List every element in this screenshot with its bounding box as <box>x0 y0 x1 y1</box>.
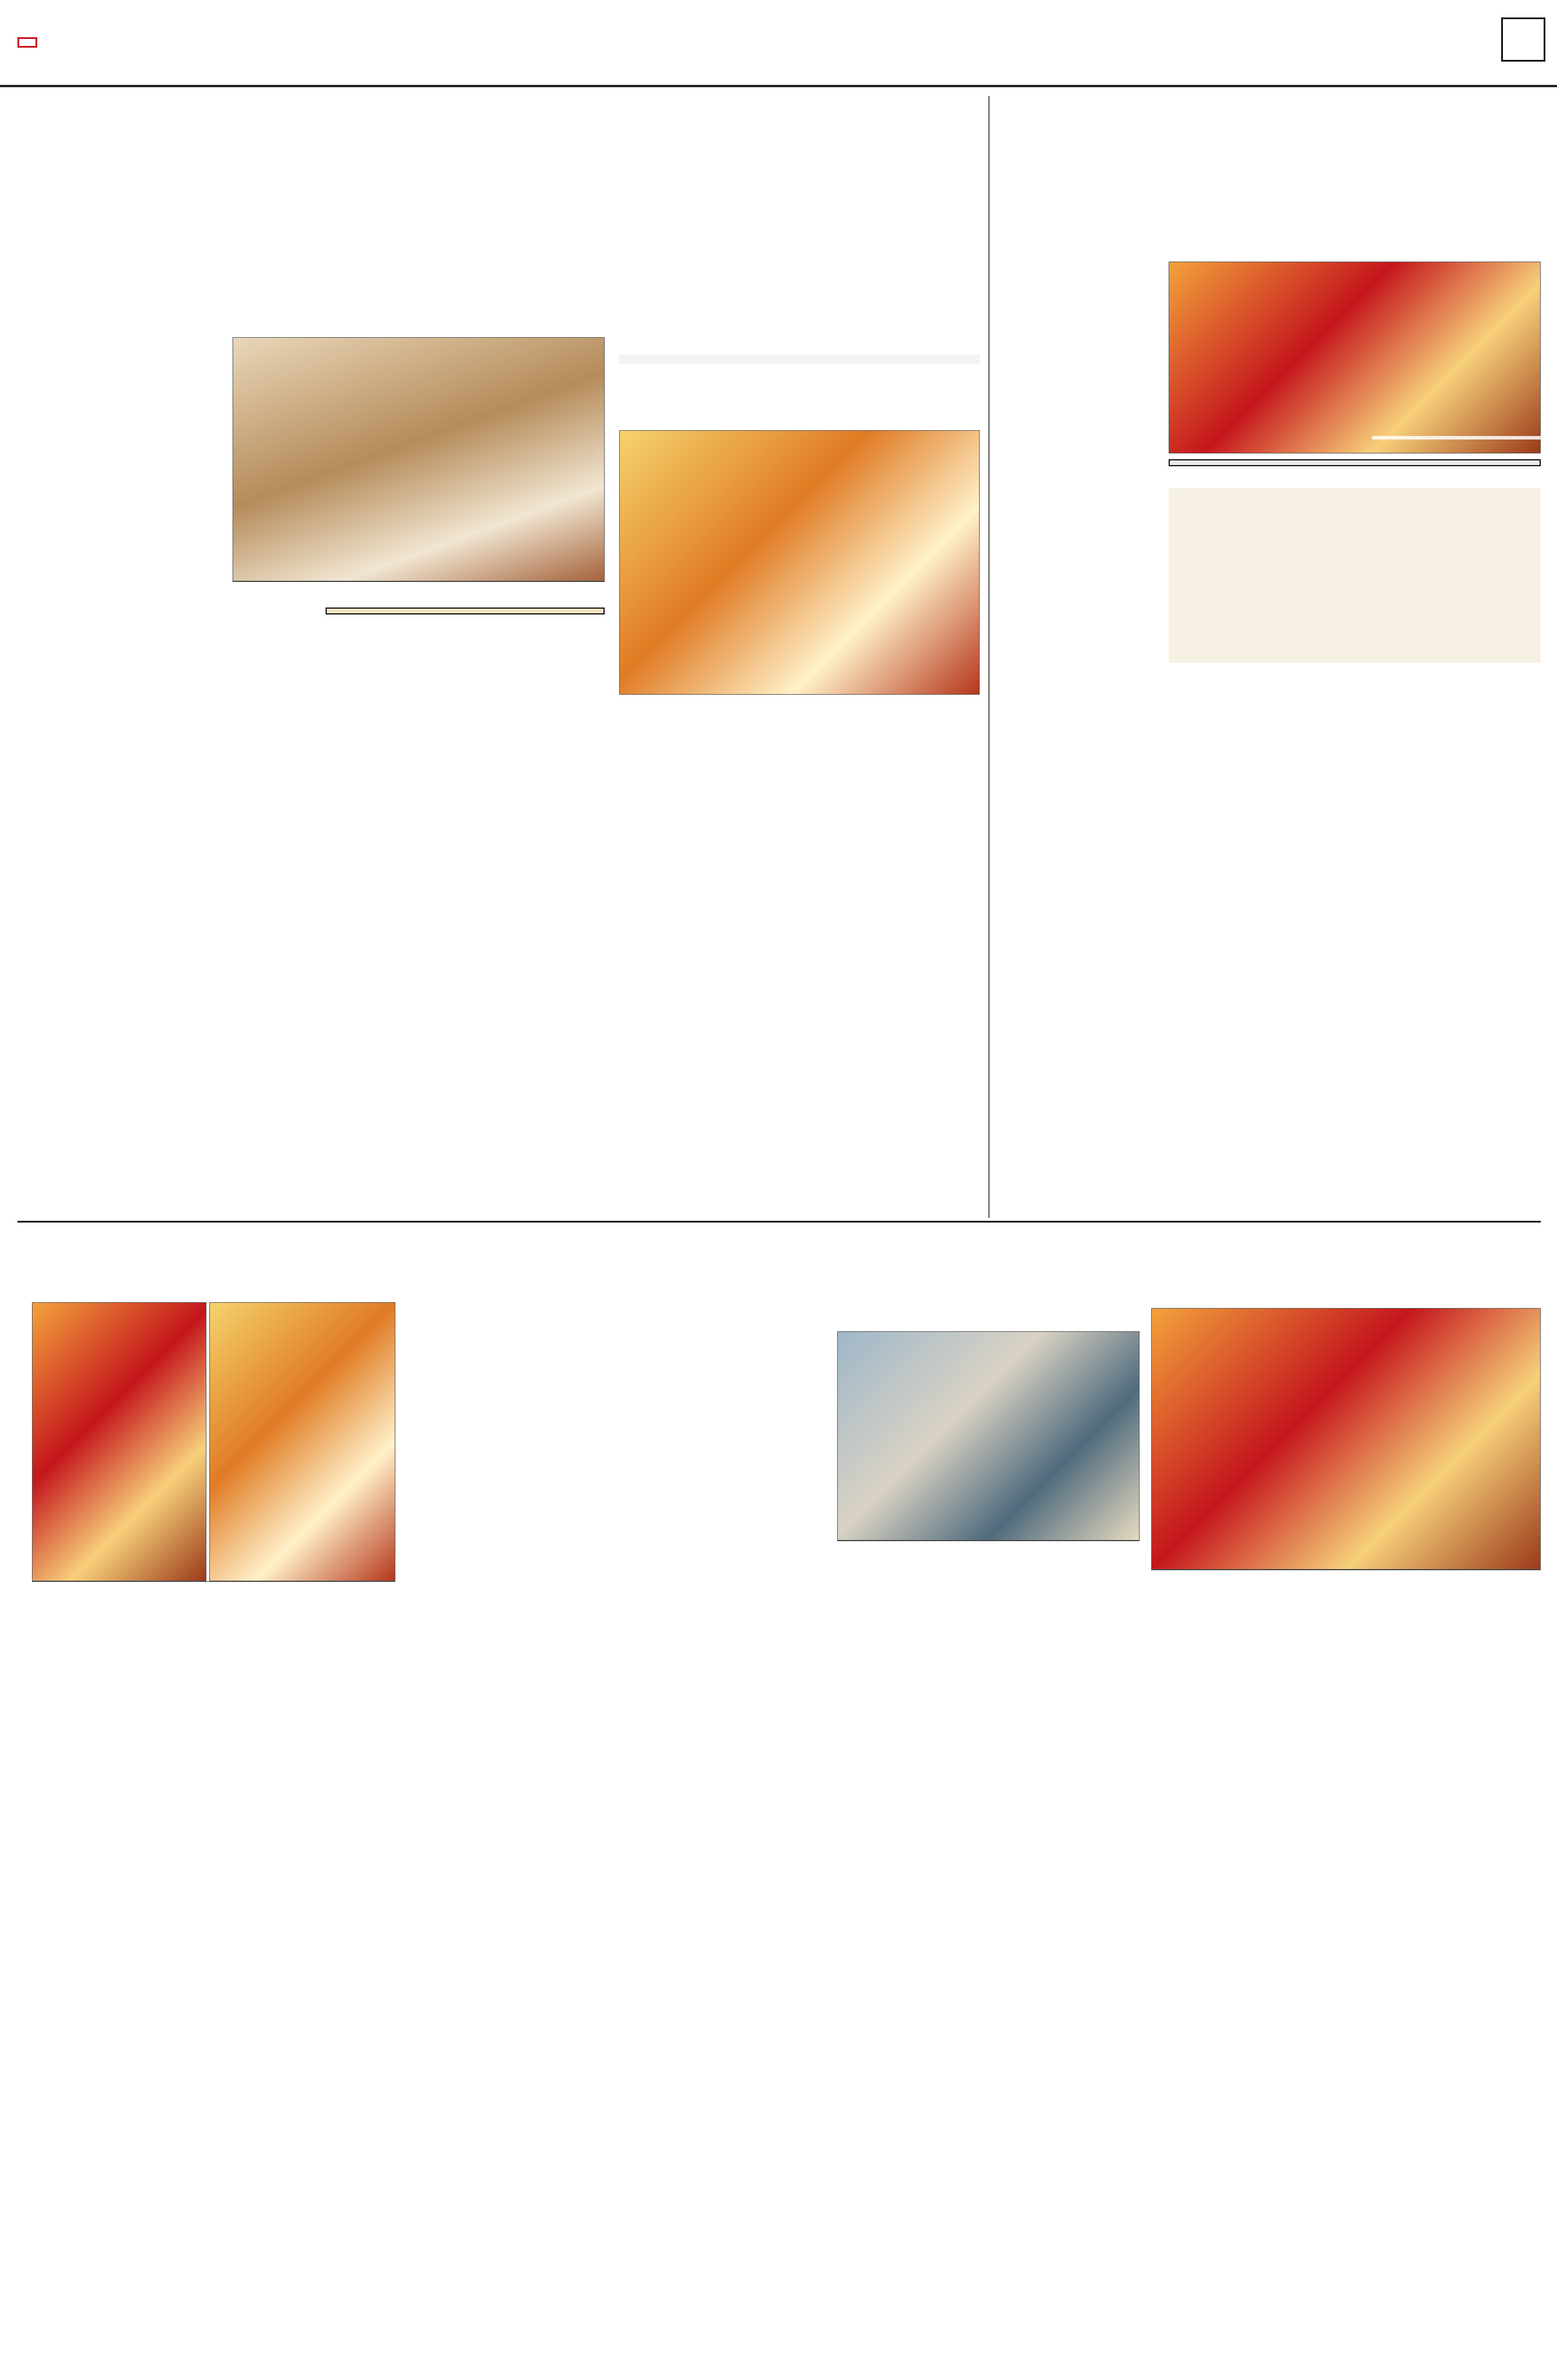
story5-body <box>407 1291 605 2020</box>
story4-photo-caption <box>32 1581 395 1585</box>
story2-body <box>619 703 980 1215</box>
story6-photo <box>837 1331 1140 1541</box>
story4-photo-right <box>209 1302 395 1581</box>
story3-box-title <box>1169 459 1541 466</box>
story7-body <box>1151 1636 1541 2023</box>
story3-photo-caption <box>1372 436 1541 439</box>
story3-byline <box>1000 230 1163 246</box>
section-rule <box>17 1221 1541 1223</box>
story1-box-text <box>233 637 605 794</box>
story1-byline <box>35 343 209 359</box>
column-divider <box>988 96 990 1218</box>
page-number <box>1501 17 1545 62</box>
story6-byline <box>657 1337 831 1353</box>
story7-photo-caption <box>1151 1570 1541 1574</box>
story1-photo <box>233 337 605 581</box>
masthead <box>0 0 1557 87</box>
story6-body-intro <box>657 1378 826 1558</box>
story3-photo <box>1169 262 1541 453</box>
story1-box-title <box>326 607 605 614</box>
story6-body <box>619 1570 1142 2023</box>
story2-headline[interactable] <box>619 355 980 364</box>
story4-body <box>32 1645 206 2023</box>
story7-byline <box>1151 1596 1337 1612</box>
story1-body-b <box>233 805 605 1212</box>
story6-photo-caption <box>837 1541 1140 1545</box>
story4-byline <box>32 1604 206 1621</box>
story4-photo-left <box>32 1302 206 1581</box>
story1-body-a <box>35 395 221 1209</box>
story3-box-text <box>1169 488 1541 663</box>
story2-photo <box>619 430 980 695</box>
story3-body-a <box>1000 267 1163 1215</box>
story3-body-b <box>1169 669 1541 1215</box>
newspaper-logo <box>17 37 37 48</box>
story7-photo <box>1151 1308 1541 1570</box>
story1-photo-caption <box>233 581 605 585</box>
